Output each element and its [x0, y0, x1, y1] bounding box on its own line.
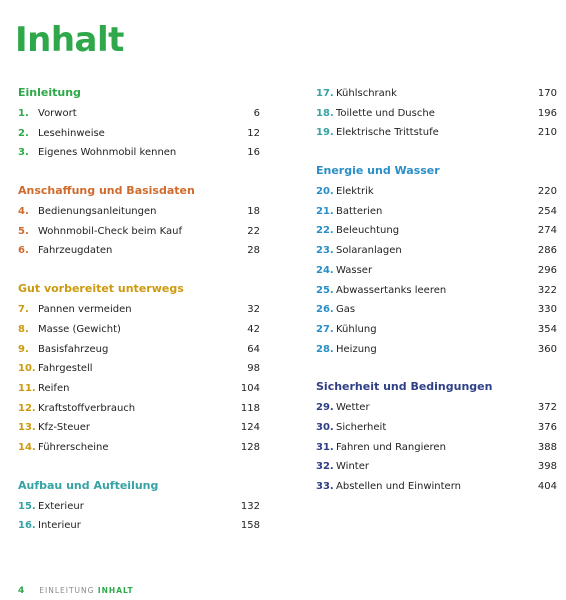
chapter-page-number: 398: [537, 461, 557, 473]
chapter-number: 15.: [18, 500, 36, 512]
chapter-page-number: 372: [537, 402, 557, 414]
toc-entry[interactable]: [316, 221, 557, 241]
chapter-number: 29.: [316, 402, 334, 414]
chapter-number: 26.: [316, 304, 334, 316]
chapter-page-number: 158: [240, 520, 260, 532]
chapter-page-number: 196: [537, 107, 557, 119]
chapter-page-number: 360: [537, 343, 557, 355]
chapter-title: Kühlung: [336, 323, 377, 335]
chapter-number: 12.: [18, 402, 36, 414]
chapter-title: Wetter: [336, 402, 370, 414]
page-footer: [18, 585, 134, 597]
chapter-title: Pannen vermeiden: [38, 304, 132, 316]
chapter-title: Eigenes Wohnmobil kennen: [38, 147, 177, 159]
chapter-page-number: 330: [537, 304, 557, 316]
chapter-number: 22.: [316, 225, 334, 237]
toc-column-right: [316, 84, 557, 516]
chapter-number: 33.: [316, 481, 334, 492]
chapter-title: Abwassertanks leeren: [336, 284, 447, 296]
chapter-title: Batterien: [336, 205, 383, 217]
toc-section: [18, 182, 260, 261]
chapter-title: Wohnmobil-Check beim Kauf: [38, 225, 182, 237]
chapter-number: 16.: [18, 520, 36, 532]
toc-entry[interactable]: [18, 143, 260, 163]
chapter-title: Reifen: [38, 382, 70, 394]
chapter-title: Heizung: [336, 343, 377, 355]
chapter-title: Fahrgestell: [38, 363, 93, 375]
toc-entry[interactable]: [18, 340, 260, 360]
toc-entry[interactable]: [18, 241, 260, 261]
toc-entry[interactable]: [316, 398, 557, 418]
chapter-page-number: 376: [537, 421, 557, 433]
chapter-number: 3.: [18, 147, 29, 159]
chapter-title: Elektrische Trittstufe: [336, 127, 439, 139]
toc-entry[interactable]: [18, 104, 260, 124]
chapter-title: Wasser: [336, 264, 373, 276]
chapter-number: 24.: [316, 264, 334, 276]
chapter-number: 17.: [316, 88, 334, 99]
chapter-page-number: 12: [247, 127, 260, 139]
section-heading: Einleitung: [18, 86, 81, 99]
chapter-number: 25.: [316, 284, 334, 296]
section-heading: Sicherheit und Bedingungen: [316, 380, 493, 394]
chapter-page-number: 128: [240, 441, 260, 453]
chapter-title: Bedienungsanleitungen: [38, 206, 157, 218]
toc-section: [316, 162, 557, 359]
chapter-title: Vorwort: [38, 108, 77, 119]
chapter-title: Toilette und Dusche: [336, 107, 435, 119]
chapter-number: 30.: [316, 421, 334, 433]
chapter-page-number: 296: [537, 264, 557, 276]
chapter-page-number: 124: [240, 422, 260, 434]
chapter-title: Kühlschrank: [336, 88, 397, 99]
page-title: Inhalt: [15, 20, 124, 60]
section-heading: Aufbau und Aufteilung: [18, 478, 159, 492]
chapter-number: 23.: [316, 245, 334, 257]
chapter-number: 4.: [18, 206, 29, 218]
toc-entry[interactable]: [316, 477, 557, 497]
chapter-page-number: 132: [240, 500, 260, 512]
chapter-number: 7.: [18, 304, 29, 316]
chapter-title: Solaranlagen: [336, 245, 402, 257]
chapter-page-number: 42: [247, 323, 260, 335]
toc-entry[interactable]: [316, 261, 557, 281]
chapter-page-number: 16: [247, 147, 260, 159]
toc-section: [18, 477, 260, 536]
section-heading: Anschaffung und Basisdaten: [18, 184, 195, 198]
chapter-page-number: 254: [537, 205, 557, 217]
chapter-number: 6.: [18, 245, 29, 257]
footer-page-number: 4: [18, 586, 26, 596]
chapter-page-number: 98: [247, 363, 260, 375]
chapter-title: Gas: [336, 304, 356, 316]
chapter-title: Kfz-Steuer: [38, 422, 90, 434]
chapter-number: 27.: [316, 323, 334, 335]
section-heading: Gut vorbereitet unterwegs: [18, 282, 184, 296]
chapter-page-number: 22: [247, 225, 260, 237]
chapter-number: 5.: [18, 225, 29, 237]
toc-entry[interactable]: [18, 418, 260, 438]
chapter-page-number: 322: [537, 284, 557, 296]
toc-entry[interactable]: [18, 222, 260, 242]
chapter-page-number: 18: [247, 206, 260, 218]
toc-entry[interactable]: [18, 202, 260, 222]
toc-entry[interactable]: [316, 457, 557, 477]
chapter-number: 18.: [316, 107, 334, 119]
toc-column-left: [18, 84, 260, 555]
chapter-number: 14.: [18, 441, 36, 453]
toc-entry[interactable]: [18, 497, 260, 517]
toc-section: [18, 84, 260, 163]
chapter-page-number: 6: [253, 108, 260, 119]
toc-entry[interactable]: [18, 438, 260, 458]
chapter-number: 19.: [316, 127, 334, 139]
chapter-number: 31.: [316, 441, 334, 453]
toc-entry[interactable]: [18, 300, 260, 320]
chapter-page-number: 210: [537, 127, 557, 139]
chapter-title: Beleuchtung: [336, 225, 400, 237]
chapter-page-number: 32: [247, 304, 260, 316]
chapter-page-number: 28: [247, 245, 260, 257]
chapter-number: 21.: [316, 205, 334, 217]
chapter-page-number: 286: [537, 245, 557, 257]
chapter-page-number: 220: [537, 186, 557, 198]
chapter-page-number: 118: [240, 402, 260, 414]
chapter-title: Lesehinweise: [38, 127, 105, 139]
chapter-number: 11.: [18, 382, 36, 394]
toc-entry[interactable]: [18, 320, 260, 340]
chapter-page-number: 170: [537, 88, 557, 99]
chapter-title: Winter: [336, 461, 369, 473]
chapter-title: Interieur: [38, 520, 81, 532]
toc-entry[interactable]: [316, 123, 557, 143]
toc-entry[interactable]: [18, 359, 260, 379]
toc-entry[interactable]: [316, 202, 557, 222]
toc-entry[interactable]: [316, 320, 557, 340]
chapter-title: Basisfahrzeug: [38, 343, 109, 355]
chapter-page-number: 274: [537, 225, 557, 237]
chapter-number: 28.: [316, 343, 334, 355]
chapter-page-number: 354: [537, 323, 557, 335]
footer-section: EINLEITUNG: [39, 586, 95, 595]
chapter-number: 13.: [18, 422, 36, 434]
toc-entry[interactable]: [18, 379, 260, 399]
toc-entry[interactable]: [316, 300, 557, 320]
chapter-title: Fahrzeugdaten: [38, 245, 113, 257]
chapter-title: Sicherheit: [336, 421, 387, 433]
chapter-title: Fahren und Rangieren: [336, 441, 446, 453]
toc-section: [316, 84, 557, 143]
chapter-page-number: 388: [537, 441, 557, 453]
toc-entry[interactable]: [18, 124, 260, 144]
chapter-title: Führerscheine: [38, 441, 109, 453]
toc-entry[interactable]: [18, 516, 260, 536]
toc-section: [18, 280, 260, 458]
toc-entry[interactable]: [316, 104, 557, 124]
chapter-number: 20.: [316, 186, 334, 198]
toc-section: [316, 378, 557, 496]
chapter-number: 32.: [316, 461, 334, 473]
footer-subsection: INHALT: [97, 586, 134, 595]
toc-entry[interactable]: [316, 241, 557, 261]
toc-entry[interactable]: [316, 340, 557, 360]
chapter-title: Elektrik: [336, 186, 374, 198]
chapter-number: 1.: [18, 108, 29, 119]
section-heading: Energie und Wasser: [316, 164, 440, 178]
toc-entry[interactable]: [316, 84, 557, 104]
toc-entry[interactable]: [18, 399, 260, 419]
chapter-title: Masse (Gewicht): [38, 323, 121, 335]
chapter-title: Kraftstoffverbrauch: [38, 402, 136, 414]
chapter-number: 8.: [18, 323, 29, 335]
toc-entry[interactable]: [316, 418, 557, 438]
toc-entry[interactable]: [316, 182, 557, 202]
chapter-number: 10.: [18, 363, 36, 375]
chapter-title: Exterieur: [38, 500, 84, 512]
chapter-number: 2.: [18, 127, 29, 139]
chapter-number: 9.: [18, 343, 29, 355]
chapter-page-number: 104: [240, 382, 260, 394]
chapter-title: Abstellen und Einwintern: [336, 481, 461, 492]
toc-entry[interactable]: [316, 438, 557, 458]
toc-entry[interactable]: [316, 281, 557, 301]
chapter-page-number: 404: [537, 481, 557, 492]
chapter-page-number: 64: [247, 343, 260, 355]
